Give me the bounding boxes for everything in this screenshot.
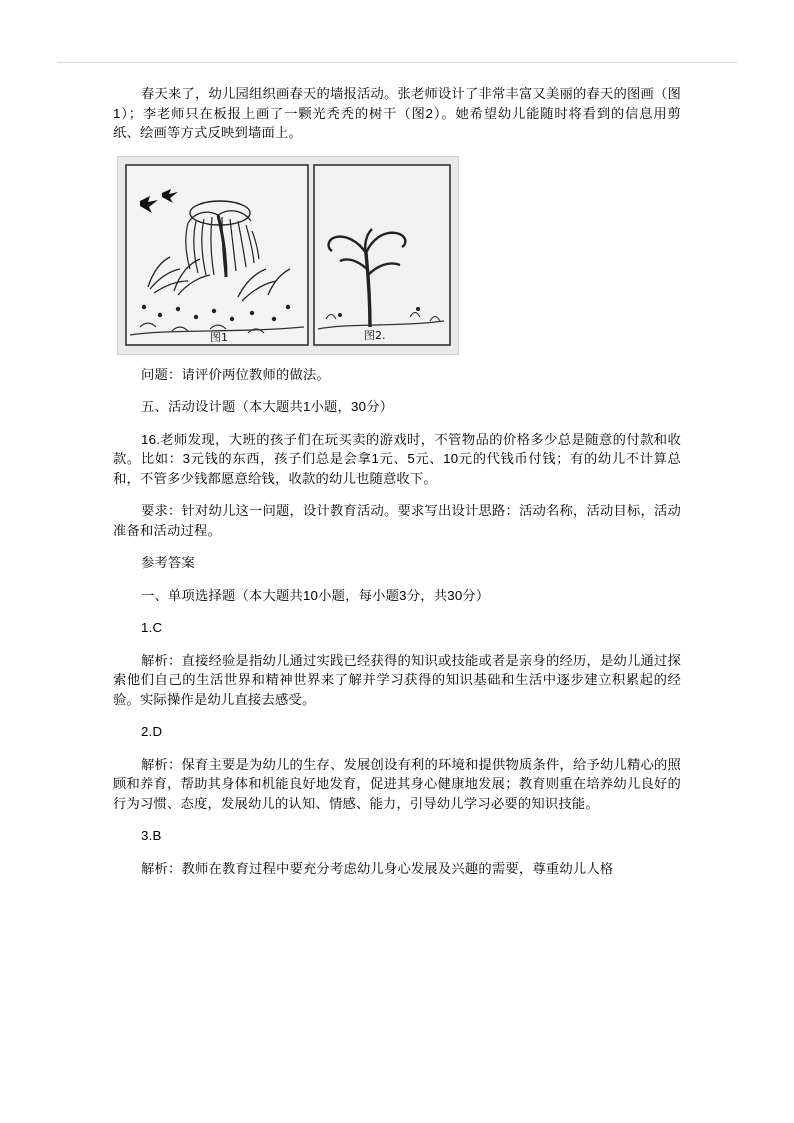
- svg-text:图1: 图1: [210, 330, 228, 344]
- analysis-3: 解析：教师在教育过程中要充分考虑幼儿身心发展及兴趣的需要，尊重幼儿人格: [141, 860, 614, 876]
- analysis-1: 解析：直接经验是指幼儿通过实践已经获得的知识或技能或者是亲身的经历，是幼儿通过探索他们自己的生活世界和精神世界来了解并学习获得的知识基础和生活中逐步建立积累起的经验。实际操作是幼儿直接去感受。: [113, 652, 681, 707]
- heading-section-one: 一、单项选择题（本大题共10小题，每小题3分，共30分）: [141, 587, 490, 603]
- paragraph-item-16: 16.老师发现，大班的孩子们在玩买卖的游戏时，不管物品的价格多少总是随意的付款和收款。比如：3元钱的东西，孩子们总是会拿1元、5元、10元的代钱币付钱；有的幼儿不计算总和，不管多少钱都愿意给钱，收款的幼儿也随意收下。: [113, 431, 681, 486]
- document-body: [113, 84, 681, 891]
- paragraph-scenario-intro: 春天来了，幼儿园组织画春天的墙报活动。张老师设计了非常丰富又美丽的春天的图画（图1）；李老师只在板报上画了一颗光秃秃的树干（图2）。她希望幼儿能随时将看到的信息用剪纸、绘画等方式反映到墙面上。: [113, 86, 681, 140]
- svg-text:图2.: 图2.: [364, 328, 386, 342]
- analysis-2: 解析：保育主要是为幼儿的生存、发展创设有利的环境和提供物质条件，给予幼儿精心的照顾和养育，帮助其身体和机能良好地发育，促进其身心健康地发展；教育则重在培养幼儿良好的行为习惯、态度，发展幼儿的认知、情感、能力，引导幼儿学习必要的知识技能。: [113, 756, 681, 811]
- paragraph-question: 问题：请评价两位教师的做法。: [141, 366, 330, 382]
- hand-drawn-illustration: [117, 156, 459, 355]
- figure-block: [117, 156, 457, 355]
- heading-reference-answers: 参考答案: [141, 555, 195, 570]
- heading-section-five: 五、活动设计题（本大题共1小题，30分）: [141, 399, 394, 414]
- paragraph-requirement: 要求：针对幼儿这一问题，设计教育活动。要求写出设计思路：活动名称，活动目标，活动准备和活动过程。: [113, 503, 681, 538]
- answer-number-3: 3.B: [141, 828, 162, 843]
- answer-number-2: 2.D: [141, 724, 163, 739]
- page-top-rule: [57, 62, 737, 63]
- answer-number-1: 1.C: [141, 620, 163, 635]
